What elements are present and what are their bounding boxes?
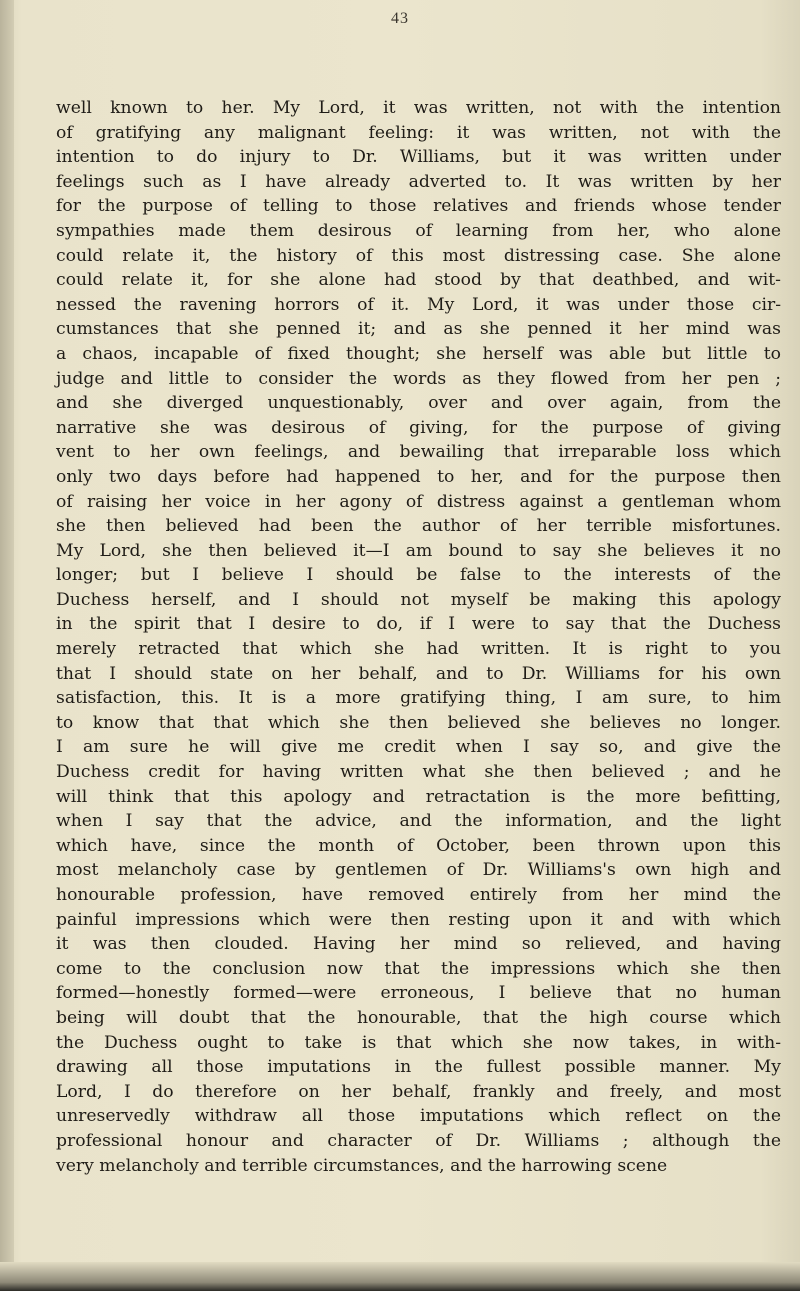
text-line: of raising her voice in her agony of distress against a gentleman whom — [56, 491, 781, 512]
text-line: when I say that the advice, and the information, and the light — [56, 811, 781, 832]
text-line: and she diverged unquestionably, over and over again, from the — [56, 393, 781, 414]
text-line: very melancholy and terrible circumstances, and the harrowing scene — [56, 1155, 668, 1176]
text-line: to know that that which she then believed she believes no longer. — [56, 712, 781, 733]
text-line: she then believed had been the author of her terrible misfortunes. — [56, 516, 781, 537]
text-line: feelings such as I have already adverted to. It was written by her — [56, 171, 781, 192]
text-line: longer; but I believe I should be false to the interests of the — [56, 565, 781, 586]
text-line: Duchess credit for having written what she then believed ; and he — [56, 762, 781, 783]
text-line: for the purpose of telling to those relatives and friends whose tender — [56, 196, 781, 217]
page-bottom-shadow — [0, 1262, 800, 1291]
page-gutter-shadow — [0, 0, 14, 1291]
text-line: nessed the ravening horrors of it. My Lord, it was under those cir- — [56, 294, 781, 315]
text-line: formed—honestly formed—were erroneous, I believe that no human — [56, 983, 781, 1004]
text-line: painful impressions which were then resting upon it and with which — [56, 909, 781, 930]
body-paragraph — [56, 96, 781, 1178]
text-line: only two days before had happened to her, and for the purpose then — [56, 466, 781, 487]
text-line: the Duchess ought to take is that which she now takes, in with- — [56, 1032, 781, 1053]
text-line: come to the conclusion now that the impressions which she then — [56, 958, 781, 979]
text-line: My Lord, she then believed it—I am bound to say she believes it no — [56, 540, 781, 561]
text-line: which have, since the month of October, been thrown upon this — [56, 835, 781, 856]
text-line: Duchess herself, and I should not myself be making this apology — [56, 589, 781, 610]
text-line: narrative she was desirous of giving, for the purpose of giving — [56, 417, 781, 438]
text-line: well known to her. My Lord, it was written, not with the intention — [56, 98, 781, 118]
text-line: unreservedly withdraw all those imputations which reflect on the — [56, 1106, 781, 1127]
text-line: professional honour and character of Dr. Williams ; although the — [56, 1130, 781, 1151]
text-line: merely retracted that which she had written. It is right to you — [56, 639, 781, 660]
text-line: drawing all those imputations in the fullest possible manner. My — [56, 1057, 781, 1078]
text-line: in the spirit that I desire to do, if I were to say that the Duchess — [56, 614, 781, 635]
text-line: being will doubt that the honourable, that the high course which — [56, 1007, 781, 1028]
text-line: I am sure he will give me credit when I say so, and give the — [56, 737, 781, 758]
text-line: will think that this apology and retractation is the more befitting, — [56, 786, 781, 807]
text-line: that I should state on her behalf, and to Dr. Williams for his own — [56, 663, 781, 684]
text-line: of gratifying any malignant feeling: it was written, not with the — [56, 122, 781, 143]
text-line: intention to do injury to Dr. Williams, but it was written under — [56, 147, 781, 168]
text-line: could relate it, for she alone had stood by that deathbed, and wit- — [56, 270, 781, 291]
text-line: it was then clouded. Having her mind so relieved, and having — [56, 934, 781, 955]
text-line: honourable profession, have removed entirely from her mind the — [56, 885, 781, 905]
text-line: cumstances that she penned it; and as she penned it her mind was — [56, 319, 781, 340]
text-line: satisfaction, this. It is a more gratifying thing, I am sure, to him — [56, 688, 781, 709]
text-line: sympathies made them desirous of learning from her, who alone — [56, 220, 781, 241]
text-line: most melancholy case by gentlemen of Dr. Williams's own high and — [56, 860, 781, 881]
text-line: vent to her own feelings, and bewailing that irreparable loss which — [56, 442, 781, 463]
text-line: Lord, I do therefore on her behalf, frankly and freely, and most — [56, 1081, 781, 1102]
text-line: a chaos, incapable of fixed thought; she herself was able but little to — [56, 343, 781, 364]
text-line: judge and little to consider the words as they flowed from her pen ; — [56, 368, 781, 389]
page-number: 43 — [391, 10, 409, 27]
text-line: could relate it, the history of this most distressing case. She alone — [56, 245, 781, 266]
